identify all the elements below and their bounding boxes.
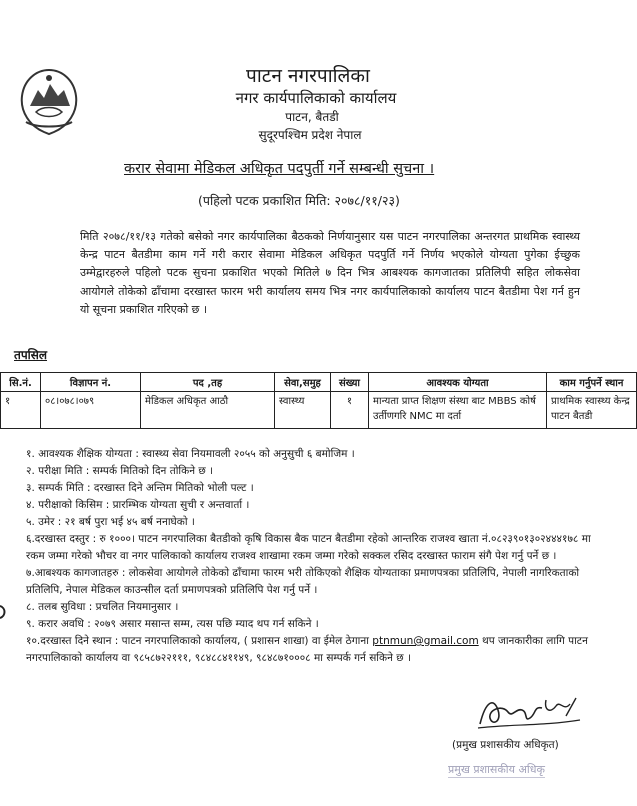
term10-contact: थप जानकारीका लागि पाटन नगरपालिकाको कार्यालय वा ९८५८७२२१११, ९८४८८४११४९, ९८४८७१०००८ मा सम्पर्क गर्न सकिने छ । [26, 635, 588, 664]
notice-subject: करार सेवामा मेडिकल अधिकृत पदपुर्ती गर्ने सम्बन्धी सुचना । [124, 161, 435, 177]
list-item [26, 633, 596, 667]
cell-qualification: मान्यता प्राप्त शिक्षण संस्था बाट MBBS कोर्ष उर्तीणगरि NMC मा दर्ता [369, 392, 547, 429]
notice-body: मिति २०७८/११/१३ गतेको बसेको नगर कार्यपालिका बैठकको निर्णयानुसार यस पाटन नगरपालिका अन्तरगत प्राथमिक स्वास्थ्य केन्द्र पाटन बैतडीमा काम गर्ने गरी करार सेवामा मेडिकल अधिकृत पदपुर्ति गर्ने निर्णय भएकोले योग्यता पुगेका ईच्छुक उम्मेद्वारहरुले पहिलो पटक सुचना प्रकाशित भएको मितिले ७ दिन भित्र आबश्यक कागजातका प्रतिलिपी सहित लोकसेवा आयोगले तोकेको ढाँचामा दरखास्त फारम भरी कार्यालय समय भित्र नगर कार्यपालिकाको कार्यालय पाटन बैतडीमा पेश गर्न हुन यो सूचना प्रकाशित गरिएको छ । [80, 230, 580, 316]
org-name: पाटन नगरपालिका [246, 65, 370, 87]
col-service-group: सेवा,समुह [275, 373, 331, 392]
province-name: सुदूरपश्चिम प्रदेश नेपाल [258, 128, 362, 142]
terms-list [26, 446, 596, 667]
list-item: ७.आबश्यक कागजातहरु : लोकसेवा आयोगले तोकेको ढाँचामा फारम भरी तोकिएको शैक्षिक योग्यताका प्रमाणपत्रका प्रतिलिपि, नेपाली नागरिकताको प्रतिलिपि, नेपाल मेडिकल काउन्सील दर्ता प्रमाणपत्रको प्रतिलिपि पेश गर्नु पर्ने । [26, 567, 580, 596]
list-item: ५. उमेर : २१ बर्ष पुरा भई ४५ बर्ष ननाघेको । [26, 516, 195, 528]
col-workplace: काम गर्नुपर्ने स्थान [547, 373, 637, 392]
cell-service-group: स्वास्थ्य [275, 392, 331, 429]
list-item: ३. सम्पर्क मिति : दरखास्त दिने अन्तिम मितिको भोली पल्ट । [26, 482, 254, 494]
first-published-date: (पहिलो पटक प्रकाशित मिति: २०७८/११/२३) [198, 193, 400, 208]
signatory-title: (प्रमुख प्रशासकीय अधिकृत) [452, 739, 559, 751]
col-ad-number: विज्ञापन नं. [41, 373, 141, 392]
margin-mark-icon [0, 604, 8, 620]
signature-icon [472, 690, 584, 732]
details-heading: तपसिल [14, 348, 48, 362]
col-serial: सि.नं. [1, 373, 41, 392]
col-qualification: आवश्यक योग्यता [369, 373, 547, 392]
cell-workplace: प्राथमिक स्वास्थ्य केन्द्र पाटन बैतडी [547, 392, 637, 429]
office-name: नगर कार्यपालिकाको कार्यालय [235, 89, 397, 107]
office-place: पाटन, बैतडी [285, 110, 339, 124]
office-stamp: प्रमुख प्रशासकीय अधिकृ [448, 763, 545, 776]
table-row [1, 392, 637, 429]
list-item: २. परीक्षा मिति : सम्पर्क मितिको दिन तोकिने छ । [26, 465, 214, 477]
table-header-row [1, 373, 637, 392]
list-item: ४. परीक्षाको किसिम : प्रारम्भिक योग्यता सुची र अन्तवार्ता । [26, 499, 250, 511]
email-link[interactable]: ptnmun@gmail.com [372, 635, 479, 647]
list-item: ९. करार अवधि : २०७९ असार मसान्त सम्म, त्यस पछि म्याद थप गर्न सकिने । [26, 618, 319, 630]
list-item: ६.दरखास्त दस्तुर : रु १०००। पाटन नगरपालिका बैतडीको कृषि विकास बैक पाटन बैतडीमा रहेको आन्तरिक राजश्व खाता नं.०८२३९०१३०२४४४१७८ मा रकम जम्मा गरेको भौचर वा नगर पालिकाको कार्यालय राजश्व शाखामा रकम जम्मा गरेको सक्कल रसिद दरखास्त फाराम संगै पेश गर्नु पर्ने छ । [26, 533, 591, 562]
col-count: संख्या [331, 373, 369, 392]
cell-post-level: मेडिकल अधिकृत आठौ [141, 392, 275, 429]
list-item: १. आवश्यक शैक्षिक योग्यता : स्वास्थ्य सेवा नियमावली २०५५ को अनुसुची ६ बमोजिम । [26, 448, 355, 460]
cell-serial: १ [1, 392, 41, 429]
list-item: ८. तलब सुविधा : प्रचलित नियमानुसार । [26, 601, 179, 613]
col-post-level: पद ,तह [141, 373, 275, 392]
vacancy-table [0, 372, 637, 429]
term10-text: १०.दरखास्त दिने स्थान : पाटन नगरपालिकाको कार्यालय, ( प्रशासन शाखा) वा ईमेल ठेगाना [26, 635, 369, 647]
cell-ad-number: ०८।०७८।०७९ [41, 392, 141, 429]
cell-count: १ [331, 392, 369, 429]
